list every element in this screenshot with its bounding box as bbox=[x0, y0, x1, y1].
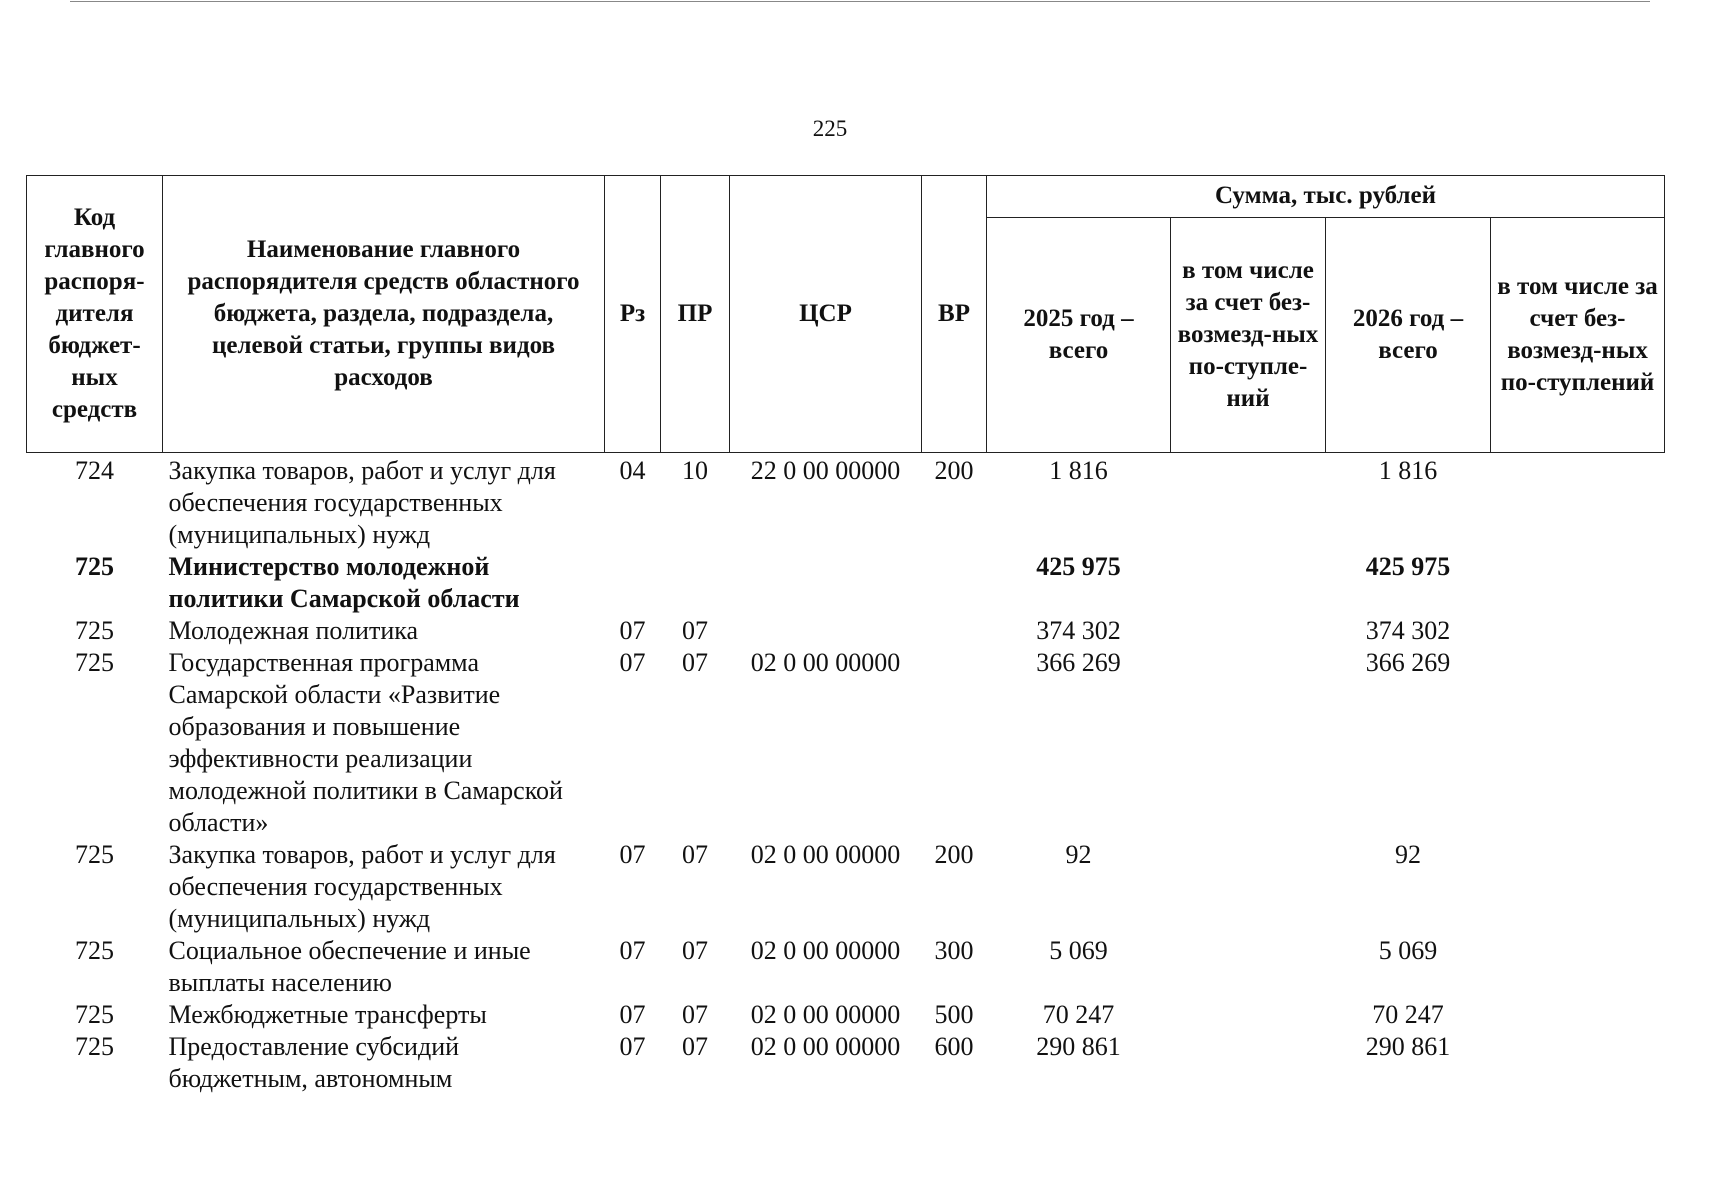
cell-csr bbox=[730, 551, 922, 615]
cell-2025-total: 374 302 bbox=[1036, 616, 1121, 645]
cell-rz: 07 bbox=[619, 936, 646, 965]
cell-2026-free bbox=[1491, 551, 1665, 615]
cell-vr: 600 bbox=[934, 1032, 974, 1061]
cell-name: Министерство молодежной политики Самарской области bbox=[168, 552, 520, 613]
cell-pr: 07 bbox=[682, 1032, 708, 1061]
cell-2025-free bbox=[1171, 453, 1326, 552]
cell-code: 724 bbox=[75, 456, 114, 485]
cell-rz: 07 bbox=[619, 616, 646, 645]
cell-vr bbox=[922, 647, 987, 839]
cell-vr: 200 bbox=[934, 840, 974, 869]
cell-csr: 02 0 00 00000 bbox=[750, 648, 901, 677]
cell-2025-free bbox=[1171, 839, 1326, 935]
cell-code: 725 bbox=[75, 936, 114, 965]
table-row bbox=[27, 839, 1665, 935]
cell-2025-free bbox=[1171, 999, 1326, 1031]
table-row bbox=[27, 935, 1665, 999]
cell-code: 725 bbox=[75, 840, 114, 869]
header-2026-free: в том числе за счет без-возмезд-ных по-ступлений bbox=[1491, 217, 1665, 452]
cell-2026-total: 374 302 bbox=[1365, 616, 1451, 645]
cell-2025-total: 1 816 bbox=[1049, 456, 1108, 485]
cell-2025-total: 425 975 bbox=[1036, 552, 1121, 581]
cell-vr: 200 bbox=[934, 456, 974, 485]
cell-code: 725 bbox=[75, 616, 114, 645]
header-2026-total: 2026 год – всего bbox=[1326, 217, 1491, 452]
cell-pr: 07 bbox=[682, 648, 708, 677]
cell-name: Закупка товаров, работ и услуг для обеспечения государственных (муниципальных) нужд bbox=[168, 840, 556, 933]
cell-rz: 07 bbox=[619, 648, 646, 677]
header-pr: ПР bbox=[661, 176, 730, 453]
header-2025-free: в том числе за счет без-возмезд-ных по-ступле-ний bbox=[1171, 217, 1326, 452]
cell-pr: 07 bbox=[682, 1000, 708, 1029]
cell-2025-free bbox=[1171, 551, 1326, 615]
cell-csr: 02 0 00 00000 bbox=[750, 840, 901, 869]
cell-2026-total: 366 269 bbox=[1365, 648, 1451, 677]
cell-2025-total: 70 247 bbox=[1042, 1000, 1115, 1029]
cell-pr: 10 bbox=[682, 456, 708, 485]
cell-code: 725 bbox=[75, 552, 114, 581]
cell-2025-total: 92 bbox=[1065, 840, 1092, 869]
cell-2026-free bbox=[1491, 647, 1665, 839]
cell-2026-free bbox=[1491, 999, 1665, 1031]
table-row bbox=[27, 1031, 1665, 1095]
table-row bbox=[27, 647, 1665, 839]
cell-2026-total: 5 069 bbox=[1378, 936, 1438, 965]
cell-name: Межбюджетные трансферты bbox=[168, 1000, 487, 1029]
table-row bbox=[27, 999, 1665, 1031]
cell-vr: 500 bbox=[934, 1000, 974, 1029]
cell-2026-free bbox=[1491, 615, 1665, 647]
cell-vr: 300 bbox=[934, 936, 974, 965]
cell-pr bbox=[661, 551, 730, 615]
cell-code: 725 bbox=[75, 1032, 114, 1061]
cell-pr: 07 bbox=[682, 616, 708, 645]
cell-name: Молодежная политика bbox=[168, 616, 419, 645]
header-code: Код главного распоря-дителя бюджет-ных средств bbox=[27, 176, 163, 453]
table-row bbox=[27, 453, 1665, 552]
cell-vr bbox=[922, 615, 987, 647]
page-number: 225 bbox=[812, 116, 848, 141]
header-csr: ЦСР bbox=[730, 176, 922, 453]
cell-pr: 07 bbox=[682, 936, 708, 965]
cell-2025-total: 366 269 bbox=[1036, 648, 1121, 677]
cell-rz bbox=[605, 551, 661, 615]
cell-rz: 04 bbox=[619, 456, 646, 485]
budget-table bbox=[26, 175, 1665, 1095]
cell-2026-free bbox=[1491, 839, 1665, 935]
top-scan-edge bbox=[70, 1, 1650, 2]
cell-rz: 07 bbox=[619, 1032, 646, 1061]
table-header bbox=[27, 176, 1665, 453]
header-sum-group: Сумма, тыс. рублей bbox=[987, 176, 1665, 218]
cell-pr: 07 bbox=[682, 840, 708, 869]
cell-csr: 02 0 00 00000 bbox=[750, 936, 901, 965]
cell-2025-free bbox=[1171, 935, 1326, 999]
cell-2025-free bbox=[1171, 647, 1326, 839]
cell-code: 725 bbox=[75, 1000, 114, 1029]
cell-name: Предоставление субсидий бюджетным, автономным bbox=[168, 1032, 460, 1093]
cell-2025-total: 290 861 bbox=[1036, 1032, 1121, 1061]
cell-2026-total: 290 861 bbox=[1365, 1032, 1451, 1061]
cell-rz: 07 bbox=[619, 1000, 646, 1029]
header-2025-total: 2025 год – всего bbox=[987, 217, 1171, 452]
table-row bbox=[27, 551, 1665, 615]
header-name: Наименование главного распорядителя средств областного бюджета, раздела, подраздела, целевой статьи, группы видов расходов bbox=[163, 176, 605, 453]
cell-2026-total: 425 975 bbox=[1365, 552, 1451, 581]
header-rz: Рз bbox=[605, 176, 661, 453]
cell-2026-free bbox=[1491, 453, 1665, 552]
cell-csr bbox=[730, 615, 922, 647]
cell-2026-total: 70 247 bbox=[1372, 1000, 1444, 1029]
cell-2026-total: 92 bbox=[1395, 840, 1421, 869]
cell-name: Государственная программа Самарской области «Развитие образования и повышение эффективности реализации молодежной политики в Самарской области» bbox=[168, 648, 563, 837]
cell-csr: 22 0 00 00000 bbox=[750, 456, 901, 485]
cell-2025-free bbox=[1171, 615, 1326, 647]
cell-code: 725 bbox=[75, 648, 114, 677]
table-body bbox=[27, 453, 1665, 1096]
cell-name: Закупка товаров, работ и услуг для обеспечения государственных (муниципальных) нужд bbox=[168, 456, 556, 549]
cell-2026-free bbox=[1491, 935, 1665, 999]
cell-csr: 02 0 00 00000 bbox=[750, 1032, 901, 1061]
cell-2025-total: 5 069 bbox=[1049, 936, 1108, 965]
cell-2026-free bbox=[1491, 1031, 1665, 1095]
cell-csr: 02 0 00 00000 bbox=[750, 1000, 901, 1029]
cell-name: Социальное обеспечение и иные выплаты населению bbox=[168, 936, 531, 997]
cell-vr bbox=[922, 551, 987, 615]
cell-rz: 07 bbox=[619, 840, 646, 869]
cell-2026-total: 1 816 bbox=[1378, 456, 1438, 485]
table-row bbox=[27, 615, 1665, 647]
cell-2025-free bbox=[1171, 1031, 1326, 1095]
header-vr: ВР bbox=[922, 176, 987, 453]
